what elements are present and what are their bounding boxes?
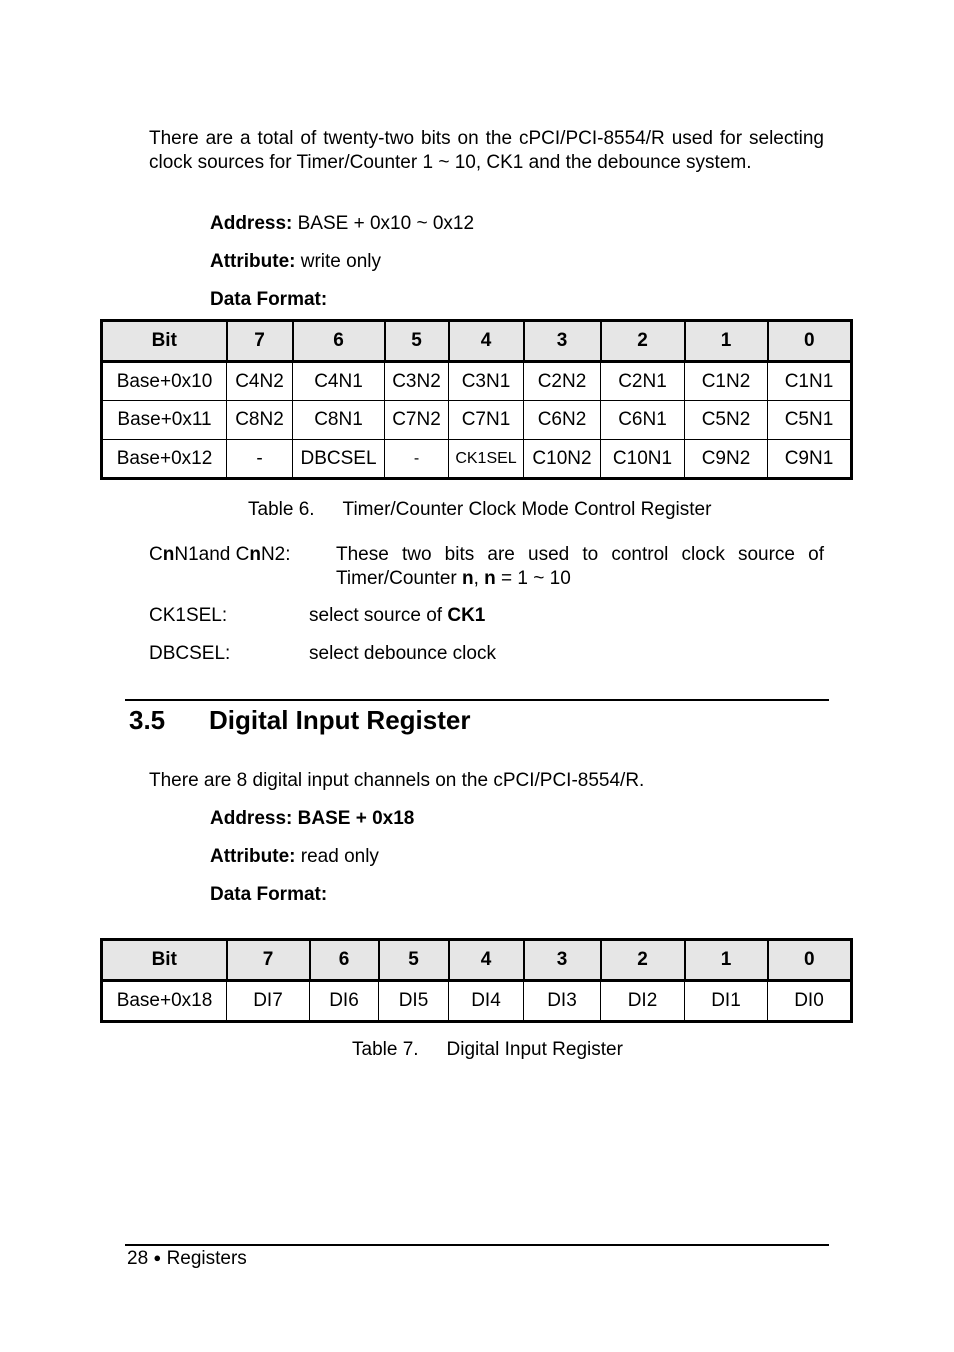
table-cell: DI6 — [310, 981, 379, 1022]
attribute-label: Attribute: — [210, 846, 296, 867]
table-row — [102, 362, 852, 401]
table-cell: DI7 — [227, 981, 310, 1022]
table-cell: DI3 — [524, 981, 601, 1022]
table-row — [102, 440, 852, 479]
table-cell: C1N2 — [685, 362, 768, 401]
table-cell: C6N2 — [524, 401, 601, 440]
header-cell: 7 — [227, 321, 293, 362]
header-cell: 6 — [310, 940, 379, 981]
table7-caption — [352, 1039, 623, 1061]
table-cell: DI4 — [449, 981, 524, 1022]
table-header-row — [102, 321, 852, 362]
header-cell: 4 — [449, 940, 524, 981]
address-line: Address: BASE + 0x18 — [210, 808, 415, 829]
table-cell: C4N2 — [227, 362, 293, 401]
header-cell: 3 — [524, 940, 601, 981]
clock-mode-register-table — [100, 319, 853, 480]
header-cell: 2 — [601, 940, 685, 981]
caption-text: Digital Input Register — [446, 1039, 623, 1060]
table-cell: Base+0x11 — [102, 401, 227, 440]
header-cell: Bit — [102, 940, 227, 981]
section-paragraph: There are 8 digital input channels on the cPCI/PCI-8554/R. — [149, 770, 645, 791]
address-line — [210, 213, 474, 235]
header-cell: 0 — [768, 321, 852, 362]
table-cell: Base+0x12 — [102, 440, 227, 479]
table-cell: - — [227, 440, 293, 479]
table-cell: C6N1 — [601, 401, 685, 440]
cn-description-line2: Timer/Counter n, n = 1 ~ 10 — [336, 568, 571, 589]
table-row — [102, 981, 852, 1022]
table-cell: C4N1 — [293, 362, 385, 401]
attribute-line — [210, 846, 379, 868]
dbcsel-description: select debounce clock — [309, 643, 496, 664]
table-cell: C5N1 — [768, 401, 852, 440]
table-cell: DI1 — [685, 981, 768, 1022]
cn-term: CnN1and CnN2: — [149, 544, 291, 565]
header-cell: 4 — [449, 321, 524, 362]
header-cell: 0 — [768, 940, 852, 981]
header-cell: 6 — [293, 321, 385, 362]
table-cell: C3N2 — [385, 362, 449, 401]
table-cell: C9N2 — [685, 440, 768, 479]
table-cell: CK1SEL — [449, 440, 524, 479]
table-cell: C1N1 — [768, 362, 852, 401]
caption-number: Table 7. — [352, 1039, 419, 1060]
bullet-icon: ● — [153, 1250, 162, 1265]
table-cell: C8N1 — [293, 401, 385, 440]
header-cell: 1 — [685, 321, 768, 362]
table-cell: C7N2 — [385, 401, 449, 440]
page-number: 28 — [127, 1248, 149, 1269]
attribute-line — [210, 251, 381, 273]
table-cell: DI0 — [768, 981, 852, 1022]
table-cell: C5N2 — [685, 401, 768, 440]
table-cell: C2N1 — [601, 362, 685, 401]
digital-input-register-table — [100, 938, 853, 1023]
ck1sel-description: select source of CK1 — [309, 605, 486, 626]
table-cell: C2N2 — [524, 362, 601, 401]
header-cell: 5 — [379, 940, 449, 981]
footer-label: Registers — [166, 1248, 247, 1269]
attribute-value: read only — [295, 846, 379, 867]
table-cell: DBCSEL — [293, 440, 385, 479]
section-title: Digital Input Register — [209, 705, 471, 735]
dbcsel-term: DBCSEL: — [149, 643, 231, 664]
attribute-label: Attribute: — [210, 251, 296, 272]
header-cell: 5 — [385, 321, 449, 362]
data-format-label: Data Format: — [210, 289, 328, 310]
intro-paragraph: There are a total of twenty-two bits on the cPCI/PCI-8554/R used for selecting clock sources for Timer/Counter 1 ~ 10, CK1 and the debounce system. — [149, 128, 824, 173]
attribute-value: write only — [295, 251, 382, 272]
table-cell: Base+0x10 — [102, 362, 227, 401]
table6-caption — [248, 499, 711, 521]
table-cell: - — [385, 440, 449, 479]
header-cell: 1 — [685, 940, 768, 981]
header-cell: 3 — [524, 321, 601, 362]
address-value: BASE + 0x10 ~ 0x12 — [292, 213, 475, 234]
header-cell: 7 — [227, 940, 310, 981]
caption-text: Timer/Counter Clock Mode Control Register — [342, 499, 712, 520]
caption-number: Table 6. — [248, 499, 315, 520]
table-cell: C8N2 — [227, 401, 293, 440]
table-row — [102, 401, 852, 440]
section-number: 3.5 — [129, 705, 166, 735]
table-cell: C7N1 — [449, 401, 524, 440]
table-cell: Base+0x18 — [102, 981, 227, 1022]
footer-divider — [125, 1244, 829, 1246]
address-label: Address: — [210, 213, 293, 234]
table-cell: DI5 — [379, 981, 449, 1022]
page-footer — [127, 1248, 247, 1270]
table-cell: C10N1 — [601, 440, 685, 479]
data-format-label: Data Format: — [210, 884, 328, 905]
table-cell: C3N1 — [449, 362, 524, 401]
header-cell: 2 — [601, 321, 685, 362]
table-cell: C10N2 — [524, 440, 601, 479]
table-cell: DI2 — [601, 981, 685, 1022]
header-cell: Bit — [102, 321, 227, 362]
table-cell: C9N1 — [768, 440, 852, 479]
cn-description-line1: These two bits are used to control clock source of — [336, 544, 824, 565]
section-divider — [125, 699, 829, 701]
ck1sel-term: CK1SEL: — [149, 605, 228, 626]
table-header-row — [102, 940, 852, 981]
